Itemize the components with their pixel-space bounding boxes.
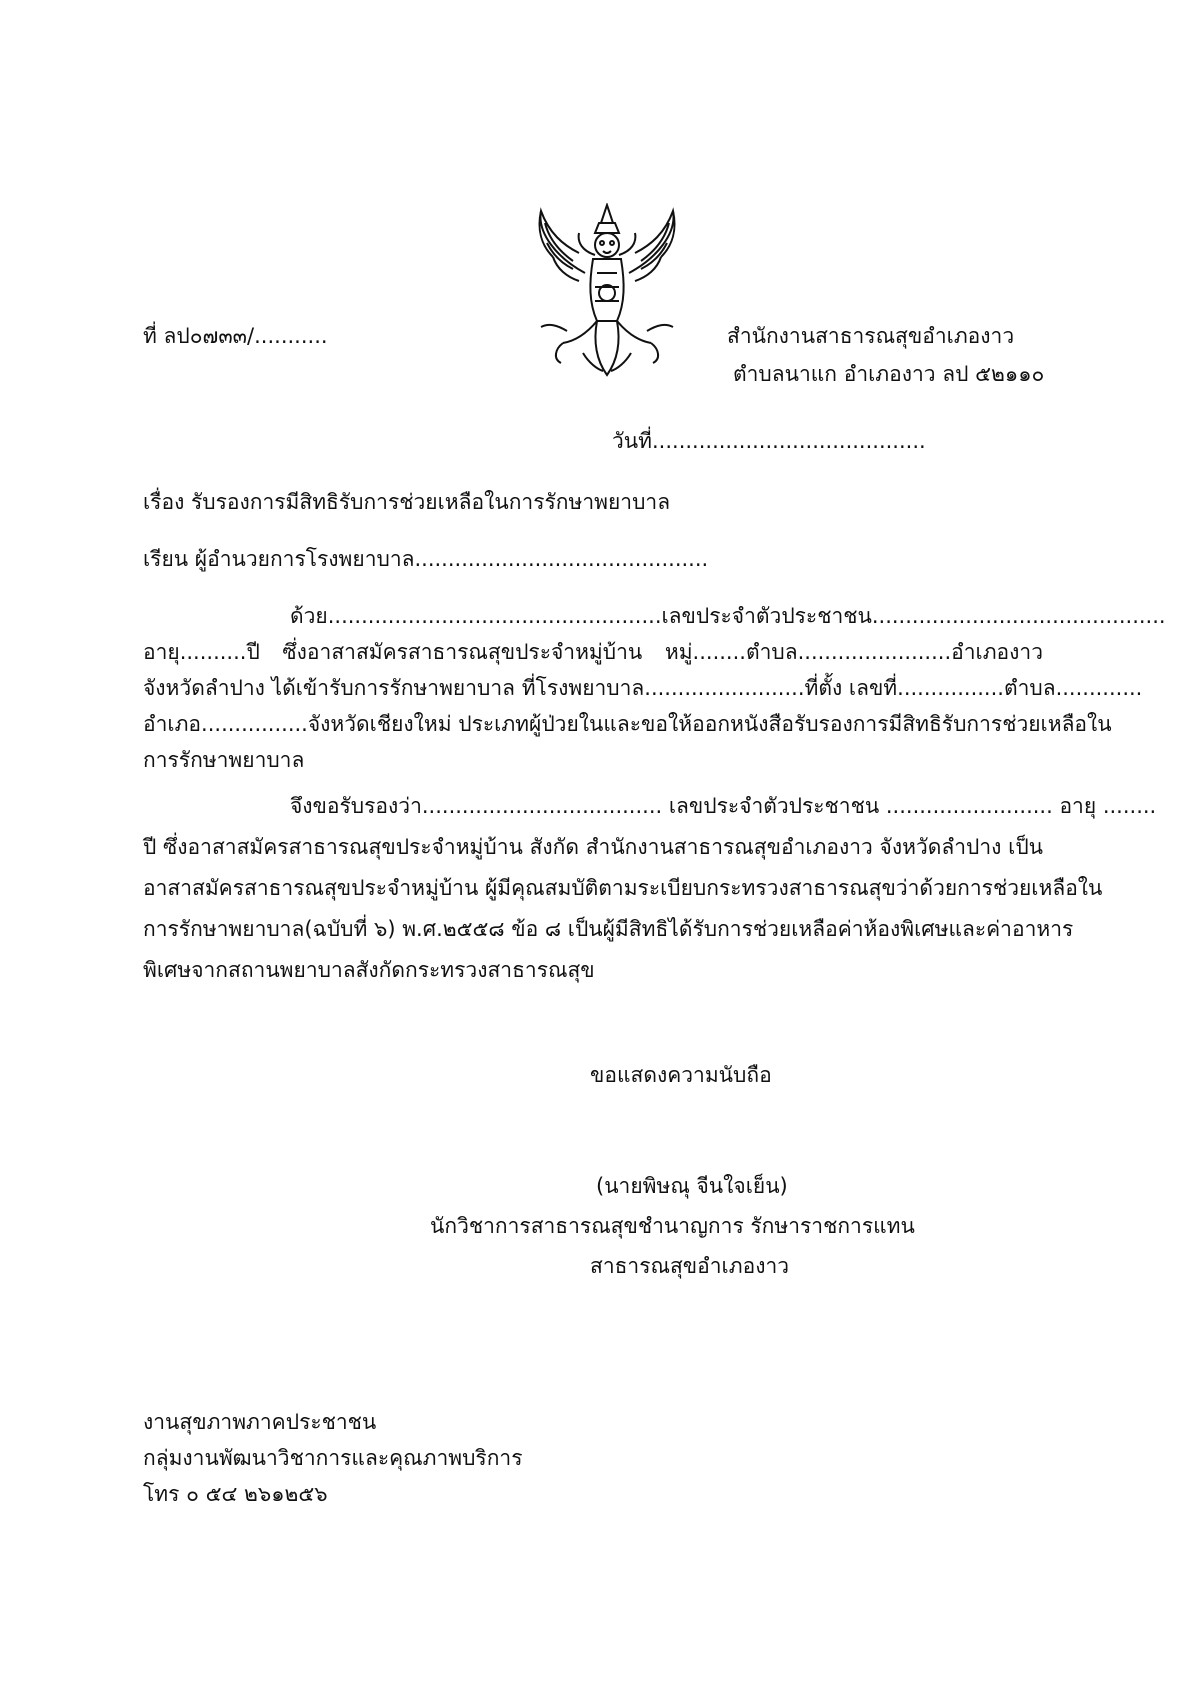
garuda-emblem-icon (527, 203, 687, 381)
paragraph-line: พิเศษจากสถานพยาบาลสังกัดกระทรวงสาธารณสุข (143, 958, 595, 982)
document-date: วันที่......................................... (612, 429, 926, 453)
closing-phrase: ขอแสดงความนับถือ (590, 1063, 772, 1087)
paragraph-line: ปี ซึ่งอาสาสมัครสาธารณสุขประจำหมู่บ้าน สังกัด สำนักงานสาธารณสุขอำเภองาว จังหวัดลำปาง เป็น (143, 835, 1043, 859)
paragraph-line: จึงขอรับรองว่า.................................... เลขประจำตัวประชาชน ......................... อายุ ........ (290, 794, 1157, 818)
footer-group: กลุ่มงานพัฒนาวิชาการและคุณภาพบริการ (143, 1446, 523, 1470)
signer-office: สาธารณสุขอำเภองาว (590, 1254, 790, 1278)
paragraph-line: อำเภอ................จังหวัดเชียงใหม่ ประเภทผู้ป่วยในและขอให้ออกหนังสือรับรองการมีสิทธิรับการช่วยเหลือใน (143, 712, 1112, 736)
paragraph-line: การรักษาพยาบาล (143, 748, 305, 772)
paragraph-line: การรักษาพยาบาล(ฉบับที่ ๖) พ.ศ.๒๕๕๘ ข้อ ๘ เป็นผู้มีสิทธิได้รับการช่วยเหลือค่าห้องพิเศษและค่าอาหาร (143, 917, 1074, 941)
reference-number: ที่ ลป๐๗๓๓/........... (143, 324, 328, 348)
paragraph-line: ด้วย..................................................เลขประจำตัวประชาชน............................................ (290, 604, 1166, 628)
office-name: สำนักงานสาธารณสุขอำเภองาว (727, 324, 1015, 348)
paragraph-line: อาสาสมัครสาธารณสุขประจำหมู่บ้าน ผู้มีคุณสมบัติตามระเบียบกระทรวงสาธารณสุขว่าด้วยการช่วยเหลือใน (143, 876, 1103, 900)
paragraph-line: จังหวัดลำปาง ได้เข้ารับการรักษาพยาบาล ที่โรงพยาบาล........................ที่ตั้ง เลขที่................ตำบล............. (143, 676, 1143, 700)
body-paragraph-1 (143, 598, 1166, 778)
paragraph-line: อายุ..........ปี ซึ่งอาสาสมัครสาธารณสุขประจำหมู่บ้าน หมู่........ตำบล.......................อำเภองาว (143, 640, 1043, 664)
signer-name: (นายพิษณุ จีนใจเย็น) (596, 1174, 788, 1198)
subject-line: เรื่อง รับรองการมีสิทธิรับการช่วยเหลือในการรักษาพยาบาล (143, 490, 671, 514)
signer-position: นักวิชาการสาธารณสุขชำนาญการ รักษาราชการแทน (430, 1214, 915, 1238)
office-address: ตำบลนาแก อำเภองาว ลป ๕๒๑๑๐ (733, 362, 1045, 386)
footer-unit: งานสุขภาพภาคประชาชน (143, 1410, 377, 1434)
recipient-line: เรียน ผู้อำนวยการโรงพยาบาล............................................ (143, 547, 709, 571)
footer-phone: โทร ๐ ๕๔ ๒๖๑๒๕๖ (143, 1482, 328, 1506)
body-paragraph-2 (143, 786, 1157, 991)
